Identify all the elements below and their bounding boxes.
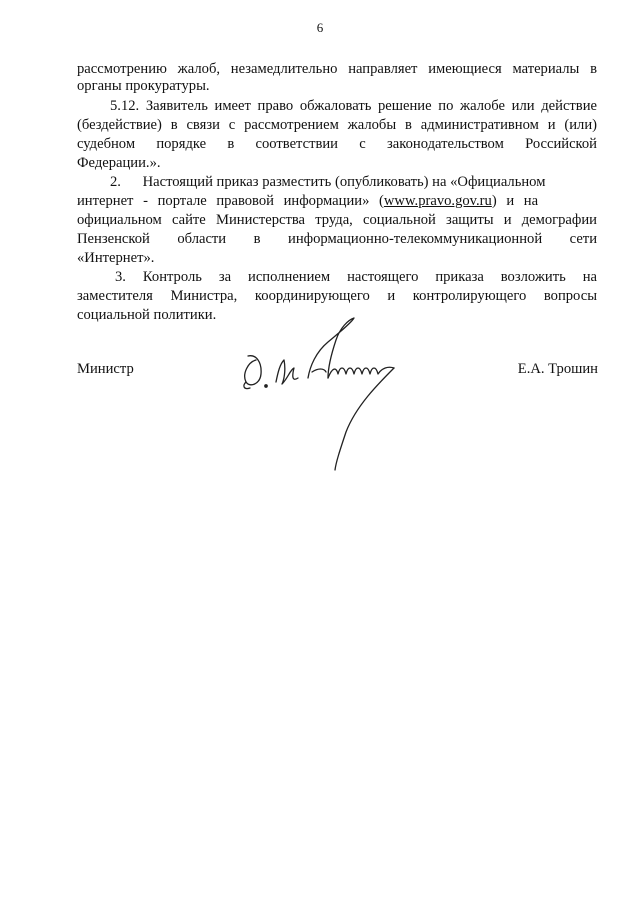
text-line: Федерации.». bbox=[77, 155, 161, 171]
text-line: 3. Контроль за исполнением настоящего приказа возложить на bbox=[115, 269, 597, 285]
signatory-role: Министр bbox=[77, 361, 134, 377]
item-number: 2. bbox=[110, 174, 121, 190]
text-line: заместителя Министра, координирующего и контролирующего вопросы bbox=[77, 288, 597, 304]
text-line: (бездействие) в связи с рассмотрением жалобы в административном и (или) bbox=[77, 117, 597, 133]
handwritten-signature bbox=[228, 312, 403, 472]
pravo-link[interactable]: www.pravo.gov.ru bbox=[383, 193, 492, 209]
text-line: официальном сайте Министерства труда, социальной защиты и демографии bbox=[77, 212, 597, 228]
text-line: социальной политики. bbox=[77, 307, 217, 323]
item-2-first-line bbox=[77, 174, 597, 191]
text-line: Настоящий приказ разместить (опубликовать) на «Официальном bbox=[142, 174, 546, 190]
text-line: судебном порядке в соответствии с законодательством Российской bbox=[77, 136, 597, 152]
text-line: «Интернет». bbox=[77, 250, 155, 266]
signatory-name: Е.А. Трошин bbox=[517, 361, 598, 377]
text-segment: ) и на bbox=[491, 193, 539, 209]
text-line: Пензенской области в информационно-телекоммуникационной сети bbox=[77, 231, 597, 247]
text-segment: интернет - портале правовой информации» ( bbox=[77, 193, 384, 209]
text-line: рассмотрению жалоб, незамедлительно направляет имеющиеся материалы в bbox=[77, 61, 597, 77]
item-2-link-line bbox=[77, 193, 597, 210]
text-line: 5.12. Заявитель имеет право обжаловать решение по жалобе или действие bbox=[110, 98, 597, 114]
page-number: 6 bbox=[316, 20, 324, 35]
text-line: органы прокуратуры. bbox=[77, 78, 210, 94]
